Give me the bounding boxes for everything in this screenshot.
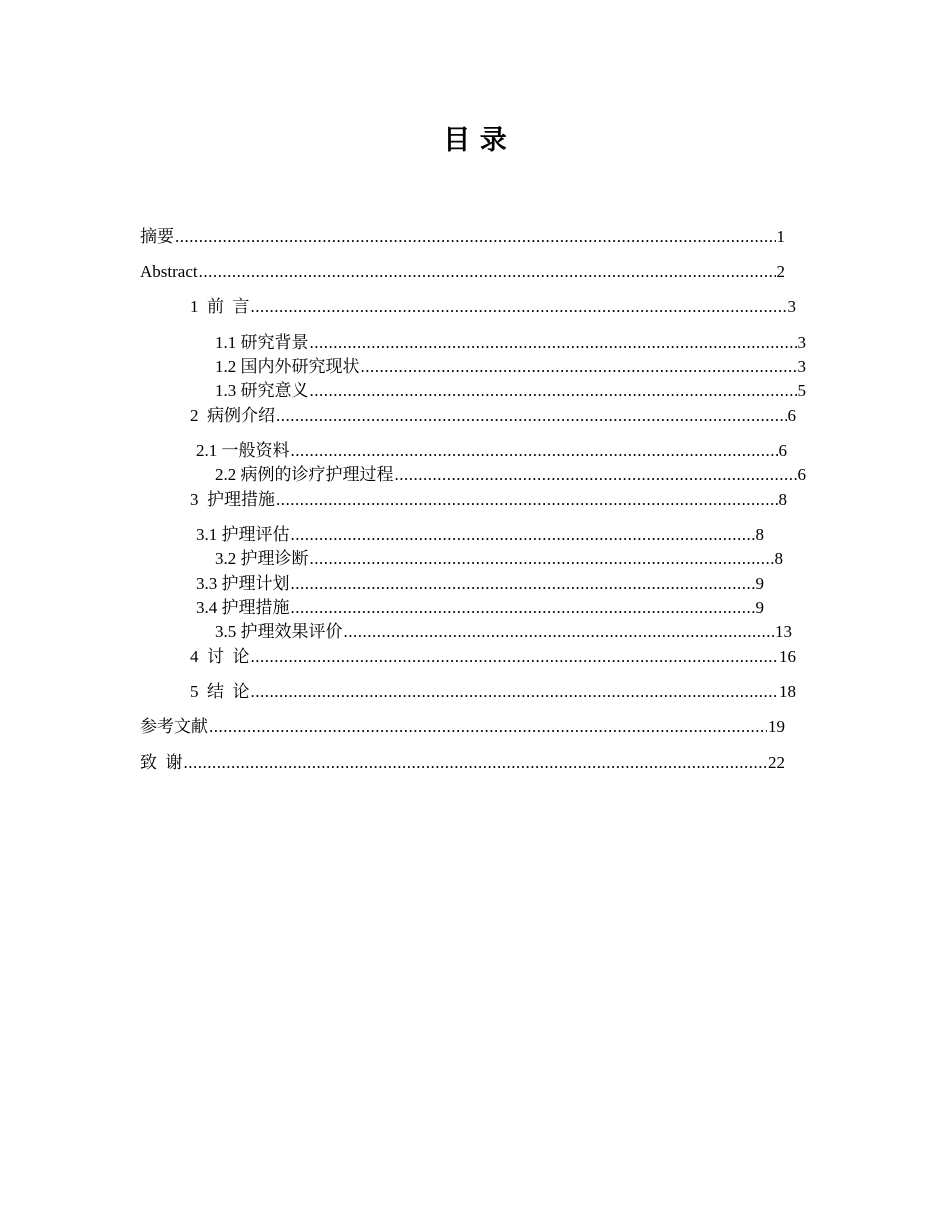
- toc-entry-label: 3.3 护理计划: [196, 574, 290, 593]
- toc-entry-section-2-1[interactable]: [196, 440, 787, 462]
- toc-entry-label: 参考文献: [140, 717, 208, 736]
- toc-entry-label: 3.1 护理评估: [196, 525, 290, 544]
- toc-entry-page: 16: [779, 647, 796, 666]
- toc-entry-page: 8: [778, 490, 787, 509]
- toc-entry-page: 6: [797, 465, 806, 484]
- toc-entry-section-1-1[interactable]: [215, 332, 806, 354]
- toc-entry-label: 2.1 一般资料: [196, 441, 290, 460]
- toc-dot-leader: [310, 548, 774, 570]
- toc-entry-page: 19: [768, 717, 785, 736]
- toc-entry-page: 5: [797, 381, 806, 400]
- toc-entry-page: 13: [775, 622, 792, 641]
- toc-entry-acknowledgements[interactable]: [140, 752, 785, 774]
- toc-dot-leader: [251, 681, 779, 703]
- toc-entry-label: 1 前 言: [190, 297, 250, 316]
- toc-entry-page: 8: [755, 525, 764, 544]
- toc-entry-page: 3: [787, 297, 796, 316]
- toc-entry-page: 2: [776, 262, 785, 281]
- toc-dot-leader: [291, 597, 755, 619]
- toc-entry-page: 18: [779, 682, 796, 701]
- toc-dot-leader: [276, 489, 778, 511]
- toc-entry-page: 22: [768, 753, 785, 772]
- toc-entry-page: 1: [776, 227, 785, 246]
- toc-entry-page: 3: [797, 333, 806, 352]
- toc-entry-abstract-en[interactable]: [140, 261, 785, 283]
- toc-entry-page: 3: [797, 357, 806, 376]
- toc-entry-label: 3 护理措施: [190, 490, 275, 509]
- toc-entry-section-3-1[interactable]: [196, 524, 764, 546]
- toc-dot-leader: [361, 356, 797, 378]
- toc-dot-leader: [276, 405, 787, 427]
- toc-dot-leader: [310, 332, 797, 354]
- toc-entry-section-3-4[interactable]: [196, 597, 764, 619]
- toc-entry-abstract-cn[interactable]: [140, 226, 785, 248]
- page-title: 目 录: [443, 125, 507, 156]
- toc-entry-section-1-2[interactable]: [215, 356, 806, 378]
- toc-dot-leader: [291, 524, 755, 546]
- toc-entry-page: 9: [755, 598, 764, 617]
- toc-dot-leader: [175, 226, 776, 248]
- toc-entry-section-3-3[interactable]: [196, 573, 764, 595]
- toc-entry-chapter-2[interactable]: [190, 405, 796, 427]
- toc-entry-chapter-1[interactable]: [190, 296, 796, 318]
- toc-dot-leader: [344, 621, 775, 643]
- toc-entry-page: 8: [774, 549, 783, 568]
- toc-entry-label: 致 谢: [140, 753, 183, 772]
- toc-entry-label: 1.3 研究意义: [215, 381, 309, 400]
- toc-entry-label: 5 结 论: [190, 682, 250, 701]
- toc-entry-label: 2 病例介绍: [190, 406, 275, 425]
- toc-entry-section-1-3[interactable]: [215, 380, 806, 402]
- toc-entry-section-2-2[interactable]: [215, 464, 806, 486]
- toc-entry-page: 9: [755, 574, 764, 593]
- toc-entry-label: Abstract: [140, 262, 198, 281]
- toc-entry-label: 1.1 研究背景: [215, 333, 309, 352]
- toc-entry-chapter-5[interactable]: [190, 681, 796, 703]
- toc-entry-page: 6: [787, 406, 796, 425]
- toc-dot-leader: [184, 752, 768, 774]
- toc-entry-label: 3.4 护理措施: [196, 598, 290, 617]
- toc-dot-leader: [209, 716, 767, 738]
- toc-entry-label: 1.2 国内外研究现状: [215, 357, 360, 376]
- toc-entry-label: 2.2 病例的诊疗护理过程: [215, 465, 394, 484]
- toc-entry-section-3-2[interactable]: [215, 548, 783, 570]
- toc-entry-references[interactable]: [140, 716, 785, 738]
- toc-entry-page: 6: [778, 441, 787, 460]
- toc-dot-leader: [291, 573, 755, 595]
- toc-entry-chapter-3[interactable]: [190, 489, 787, 511]
- toc-entry-label: 3.2 护理诊断: [215, 549, 309, 568]
- toc-entry-label: 摘要: [140, 227, 174, 246]
- toc-dot-leader: [251, 296, 787, 318]
- toc-dot-leader: [395, 464, 797, 486]
- toc-entry-section-3-5[interactable]: [215, 621, 792, 643]
- toc-dot-leader: [199, 261, 776, 283]
- toc-entry-chapter-4[interactable]: [190, 646, 796, 668]
- toc-dot-leader: [251, 646, 779, 668]
- toc-dot-leader: [310, 380, 797, 402]
- toc-entry-label: 4 讨 论: [190, 647, 250, 666]
- toc-dot-leader: [291, 440, 778, 462]
- toc-entry-label: 3.5 护理效果评价: [215, 622, 343, 641]
